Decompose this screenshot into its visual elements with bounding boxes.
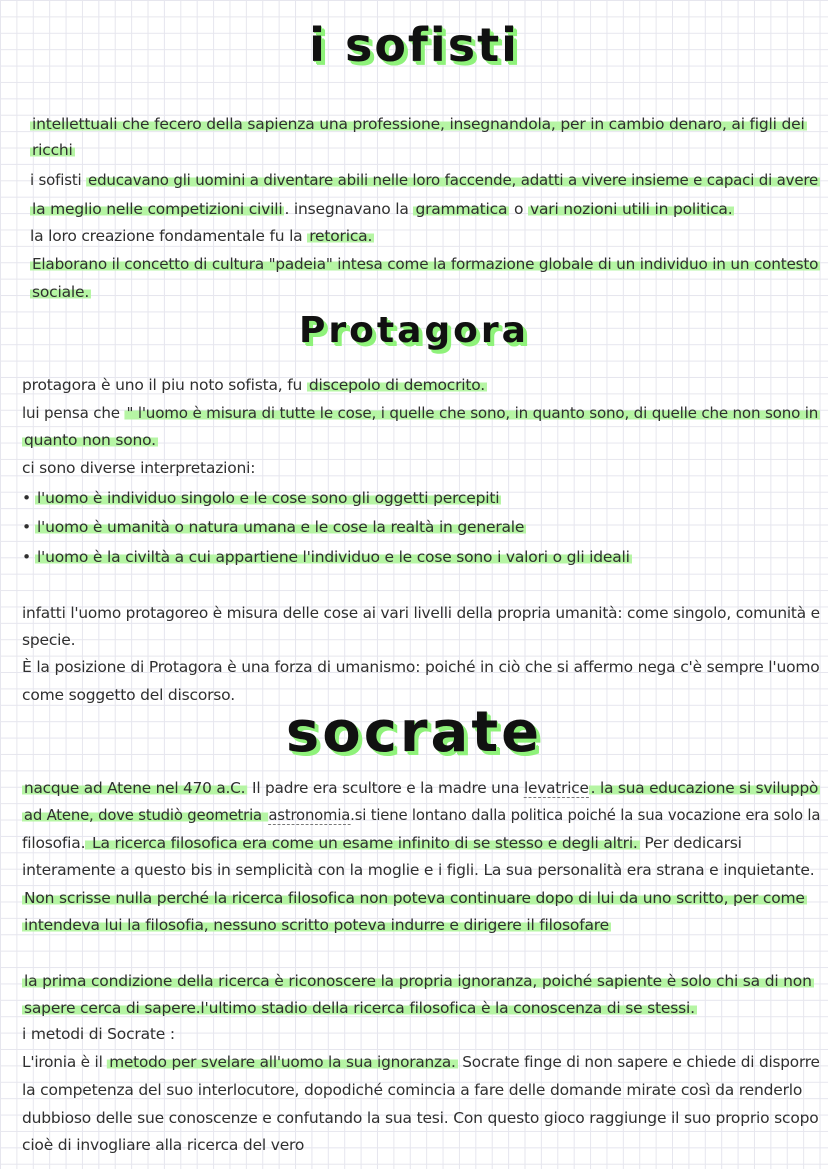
text: .si tiene lontano dalla politica poiché la sua vocazione era solo la: [350, 806, 821, 824]
text-line: [22, 628, 75, 652]
text: interamente a questo bis in semplicità con la moglie e i figli. La sua personalità era strana e inquietante.: [22, 861, 815, 879]
highlight: l'uomo è individuo singolo e le cose sono gli oggetti percepiti: [36, 489, 500, 507]
text: lui pensa che: [22, 404, 125, 422]
text-line: [22, 1022, 175, 1046]
highlight: intellettuali che fecero della sapienza una professione, insegnandola, per in cambio denaro, ai figli dei: [32, 115, 805, 133]
highlight: intendeva lui la filosofia, nessuno scritto poteva indurre e dirigere il filosofare: [24, 916, 609, 934]
highlight: sociale.: [32, 283, 90, 301]
text-line: [22, 1106, 819, 1130]
text-line: [30, 280, 91, 304]
text: la loro creazione fondamentale fu la: [30, 227, 308, 245]
text-line: [22, 776, 820, 800]
highlight: Elaborano il concetto di cultura "padeia" intesa come la formazione globale di un individuo in un contesto: [31, 255, 819, 273]
text-line: [30, 224, 374, 248]
text-line: [22, 655, 820, 679]
highlight: l'uomo è la civiltà a cui appartiene l'individuo e le cose sono i valori o gli ideali: [36, 548, 630, 566]
text-line: [22, 831, 742, 855]
highlight: ricchi: [32, 141, 73, 159]
text: filosofia.: [22, 834, 86, 852]
highlight: La ricerca filosofica era come un esame infinito di se stesso e degli altri.: [87, 834, 638, 852]
highlight: sapere cerca di sapere.l'ultimo stadio della ricerca filosofica è la conoscenza di se stessi.: [24, 999, 695, 1017]
bullet-icon: •: [22, 489, 31, 507]
text-line: [30, 138, 75, 162]
text: astronomia: [268, 806, 351, 824]
text-line: [30, 168, 820, 192]
highlight: Non scrisse nulla perché la ricerca filosofica non poteva continuare dopo di lui da uno scritto, per come: [24, 889, 805, 907]
highlight: grammatica: [415, 200, 508, 218]
bullet-icon: •: [22, 548, 31, 566]
text-line: [22, 456, 255, 480]
bullet-item: [22, 486, 501, 510]
text: È la posizione di Protagora è una forza di umanismo: poiché in ciò che si affermo nega c'è sempre l'uomo: [22, 658, 820, 676]
text-line: [22, 1133, 304, 1157]
bullet-icon: •: [22, 518, 31, 536]
text-line: [22, 1050, 820, 1074]
text: Per dedicarsi: [639, 834, 742, 852]
highlight: educavano gli uomini a diventare abili nelle loro faccende, adatti a vivere insieme e capaci di avere: [88, 171, 819, 189]
text: infatti l'uomo protagoreo è misura delle cose ai vari livelli della propria umanità: come singolo, comunità e: [22, 604, 820, 622]
text: protagora è uno il piu noto sofista, fu: [22, 376, 307, 394]
highlight: retorica.: [309, 227, 373, 245]
highlight: metodo per svelare all'uomo la sua ignoranza.: [109, 1053, 456, 1071]
text-line: [22, 913, 611, 937]
highlight: vari nozioni utili in politica.: [530, 200, 733, 218]
text-line: [22, 373, 487, 397]
text: L'ironia è il: [22, 1053, 108, 1071]
highlight: discepolo di democrito.: [308, 376, 486, 394]
title-sofisti: i sofisti: [309, 18, 519, 72]
text-line: [22, 683, 235, 707]
text-line: [22, 858, 814, 882]
title-socrate: socrate: [285, 700, 543, 765]
text: Socrate finge di non sapere e chiede di disporre: [457, 1053, 820, 1071]
text: ci sono diverse interpretazioni:: [22, 459, 256, 477]
text: la competenza del suo interlocutore, dopodiché comincia a fare delle domande mirate così da renderlo: [22, 1081, 803, 1099]
highlight: " l'uomo è misura di tutte le cose, i quelle che sono, in quanto sono, di quelle che non sono in: [126, 404, 819, 422]
text-line: [30, 112, 807, 136]
text: specie.: [22, 631, 76, 649]
text: Il padre era scultore e la madre una: [247, 779, 524, 797]
highlight: l'uomo è umanità o natura umana e le cose la realtà in generale: [36, 518, 525, 536]
text-line: [30, 197, 734, 221]
text-line: [22, 886, 807, 910]
bullet-item: [22, 545, 632, 569]
bullet-item: [22, 515, 526, 539]
text-line: [22, 428, 158, 452]
text: . insegnavano la: [284, 200, 414, 218]
text: i sofisti: [30, 171, 87, 189]
text-line: [30, 252, 820, 276]
text: come soggetto del discorso.: [22, 686, 235, 704]
text-line: [22, 803, 820, 827]
highlight: . la sua educazione si sviluppò: [590, 779, 819, 797]
text-line: [22, 1078, 802, 1102]
highlight: la meglio nelle competizioni civili: [32, 200, 283, 218]
text: levatrice: [523, 779, 589, 797]
highlight: quanto non sono.: [24, 431, 156, 449]
highlight: nacque ad Atene nel 470 a.C.: [23, 779, 246, 797]
text-line: [22, 401, 820, 425]
title-protagora: Protagora: [299, 310, 529, 351]
text-line: [22, 601, 820, 625]
text: cioè di invogliare alla ricerca del vero: [22, 1136, 305, 1154]
text: i metodi di Socrate :: [22, 1025, 175, 1043]
text: o: [509, 200, 528, 218]
text-line: [22, 969, 814, 993]
highlight: ad Atene, dove studiò geometria: [23, 806, 267, 824]
text: dubbioso delle sue conoscenze e confutando la sua tesi. Con questo gioco raggiunge il suo proprio scopo: [22, 1109, 819, 1127]
text-line: [22, 996, 697, 1020]
highlight: la prima condizione della ricerca è riconoscere la propria ignoranza, poiché sapiente è solo chi sa di non: [24, 972, 812, 990]
